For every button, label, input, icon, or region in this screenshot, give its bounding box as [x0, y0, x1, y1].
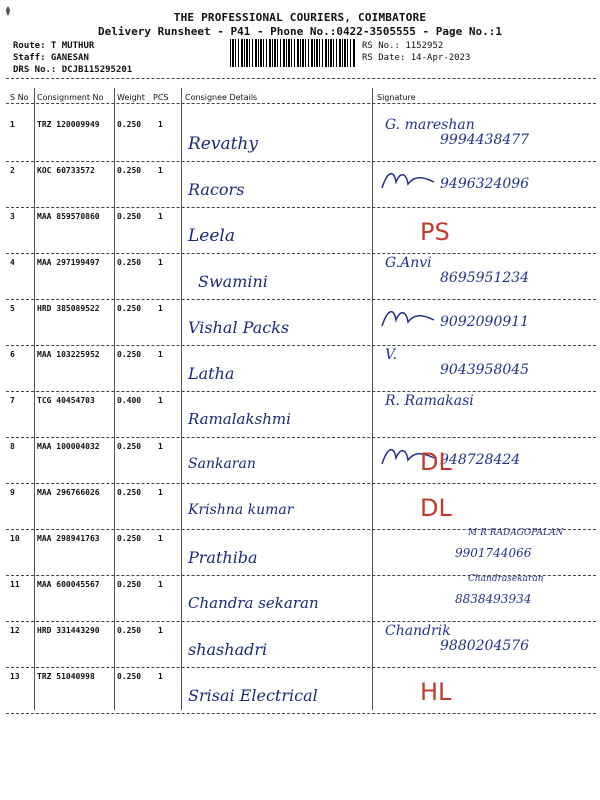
column-header-sno: S No	[10, 93, 29, 102]
row-weight: 0.250	[117, 258, 142, 267]
staff-label: Staff: GANESAN	[13, 53, 89, 63]
row-signature-phone: 9496324096	[440, 176, 530, 192]
row-divider	[6, 161, 596, 162]
row-consignee-name: Leela	[188, 226, 235, 246]
row-consignee-name: Swamini	[198, 272, 268, 291]
row-divider	[6, 345, 596, 346]
row-divider	[6, 299, 596, 300]
row-pcs: 1	[158, 580, 163, 589]
row-sno: 13	[10, 672, 20, 681]
column-header-divider	[6, 103, 596, 104]
column-divider	[181, 88, 182, 710]
row-status-stamp: HL	[420, 678, 452, 706]
row-status-stamp: DL	[420, 448, 452, 476]
row-weight: 0.250	[117, 212, 142, 221]
row-sno: 7	[10, 396, 15, 405]
row-consignment-no: TRZ 120009949	[37, 120, 100, 129]
row-consignment-no: HRD 385089522	[37, 304, 100, 313]
row-pcs: 1	[158, 442, 163, 451]
row-signature-phone: 8695951234	[440, 270, 530, 286]
row-pcs: 1	[158, 166, 163, 175]
signature-scribble-icon	[378, 306, 438, 332]
row-sno: 1	[10, 120, 15, 129]
row-pcs: 1	[158, 304, 163, 313]
row-weight: 0.250	[117, 120, 142, 129]
row-consignee-name: Revathy	[188, 134, 258, 154]
row-divider	[6, 667, 596, 668]
row-sno: 2	[10, 166, 15, 175]
row-sno: 6	[10, 350, 15, 359]
rs-number: RS No.: 1152952	[362, 41, 444, 51]
drs-number: DRS No.: DCJB115295201	[13, 65, 133, 75]
row-sno: 11	[10, 580, 20, 589]
row-divider	[6, 621, 596, 622]
row-consignment-no: MAA 100004032	[37, 442, 100, 451]
row-consignee-name: Prathiba	[188, 548, 258, 567]
document-title: THE PROFESSIONAL COURIERS, COIMBATORE	[173, 11, 427, 24]
column-header-signature: Signature	[377, 93, 416, 102]
row-signature-phone: 9901744066	[455, 546, 532, 560]
row-consignee-name: shashadri	[188, 640, 268, 659]
row-sno: 5	[10, 304, 15, 313]
row-weight: 0.250	[117, 488, 142, 497]
row-divider	[6, 483, 596, 484]
row-status-stamp: DL	[420, 494, 452, 522]
row-signature: V.	[385, 347, 398, 363]
rs-date: RS Date: 14-Apr-2023	[362, 53, 471, 63]
row-pcs: 1	[158, 396, 163, 405]
row-pcs: 1	[158, 672, 163, 681]
row-signature: R. Ramakasi	[385, 393, 474, 409]
column-header-consignment: Consignment No	[37, 93, 104, 102]
route-label: Route: T MUTHUR	[13, 41, 95, 51]
row-status-stamp: PS	[420, 218, 450, 246]
row-consignment-no: MAA 298941763	[37, 534, 100, 543]
column-header-weight: Weight	[117, 93, 145, 102]
column-header-consignee: Consignee Details	[185, 93, 258, 102]
row-pcs: 1	[158, 488, 163, 497]
row-pcs: 1	[158, 212, 163, 221]
row-signature: Chandrik	[385, 623, 451, 639]
row-divider	[6, 437, 596, 438]
row-pcs: 1	[158, 534, 163, 543]
row-divider	[6, 253, 596, 254]
row-signature: G.Anvi	[385, 255, 432, 271]
row-consignment-no: TCG 40454703	[37, 396, 95, 405]
row-consignment-no: TRZ 51040998	[37, 672, 95, 681]
row-weight: 0.250	[117, 580, 142, 589]
document-subtitle: Delivery Runsheet - P41 - Phone No.:0422-3505555 - Page No.:1	[98, 25, 502, 38]
row-consignment-no: MAA 600045567	[37, 580, 100, 589]
row-weight: 0.250	[117, 442, 142, 451]
row-signature-phone: 948728424	[440, 452, 521, 468]
row-consignment-no: HRD 331443290	[37, 626, 100, 635]
column-header-pcs: PCS	[153, 93, 169, 102]
row-sno: 9	[10, 488, 15, 497]
row-consignment-no: MAA 297199497	[37, 258, 100, 267]
row-signature: M R RADAGOPALAN	[468, 528, 564, 538]
row-pcs: 1	[158, 258, 163, 267]
row-signature-phone: 8838493934	[455, 592, 532, 606]
row-signature: G. mareshan	[385, 117, 475, 133]
row-consignment-no: KOC 60733572	[37, 166, 95, 175]
row-consignee-name: Srisai Electrical	[188, 686, 318, 705]
row-divider	[6, 713, 596, 714]
row-consignee-name: Krishna kumar	[188, 502, 294, 518]
row-weight: 0.250	[117, 534, 142, 543]
row-consignee-name: Racors	[188, 180, 245, 199]
row-divider	[6, 207, 596, 208]
header-divider	[6, 78, 596, 79]
row-sno: 8	[10, 442, 15, 451]
row-pcs: 1	[158, 120, 163, 129]
row-weight: 0.250	[117, 626, 142, 635]
barcode	[230, 39, 356, 67]
column-divider	[34, 88, 35, 710]
row-consignee-name: Vishal Packs	[188, 318, 290, 337]
row-signature: Chandrasekaran	[468, 574, 544, 584]
column-divider	[372, 88, 373, 710]
row-consignee-name: Chandra sekaran	[188, 594, 319, 612]
row-pcs: 1	[158, 626, 163, 635]
row-divider	[6, 391, 596, 392]
row-pcs: 1	[158, 350, 163, 359]
row-weight: 0.400	[117, 396, 142, 405]
signature-scribble-icon	[378, 168, 438, 194]
row-consignment-no: MAA 296766026	[37, 488, 100, 497]
row-sno: 3	[10, 212, 15, 221]
row-signature-phone: 9043958045	[440, 362, 530, 378]
row-signature-phone: 9994438477	[440, 132, 530, 148]
row-weight: 0.250	[117, 672, 142, 681]
row-sno: 4	[10, 258, 15, 267]
row-consignment-no: MAA 103225952	[37, 350, 100, 359]
row-weight: 0.250	[117, 166, 142, 175]
row-consignee-name: Ramalakshmi	[188, 410, 291, 428]
row-sno: 10	[10, 534, 20, 543]
row-weight: 0.250	[117, 304, 142, 313]
row-sno: 12	[10, 626, 20, 635]
row-consignee-name: Latha	[188, 364, 235, 383]
row-signature-phone: 9880204576	[440, 638, 530, 654]
row-signature-phone: 9092090911	[440, 314, 530, 330]
row-consignment-no: MAA 859570860	[37, 212, 100, 221]
row-weight: 0.250	[117, 350, 142, 359]
row-consignee-name: Sankaran	[188, 456, 256, 472]
column-divider	[114, 88, 115, 710]
